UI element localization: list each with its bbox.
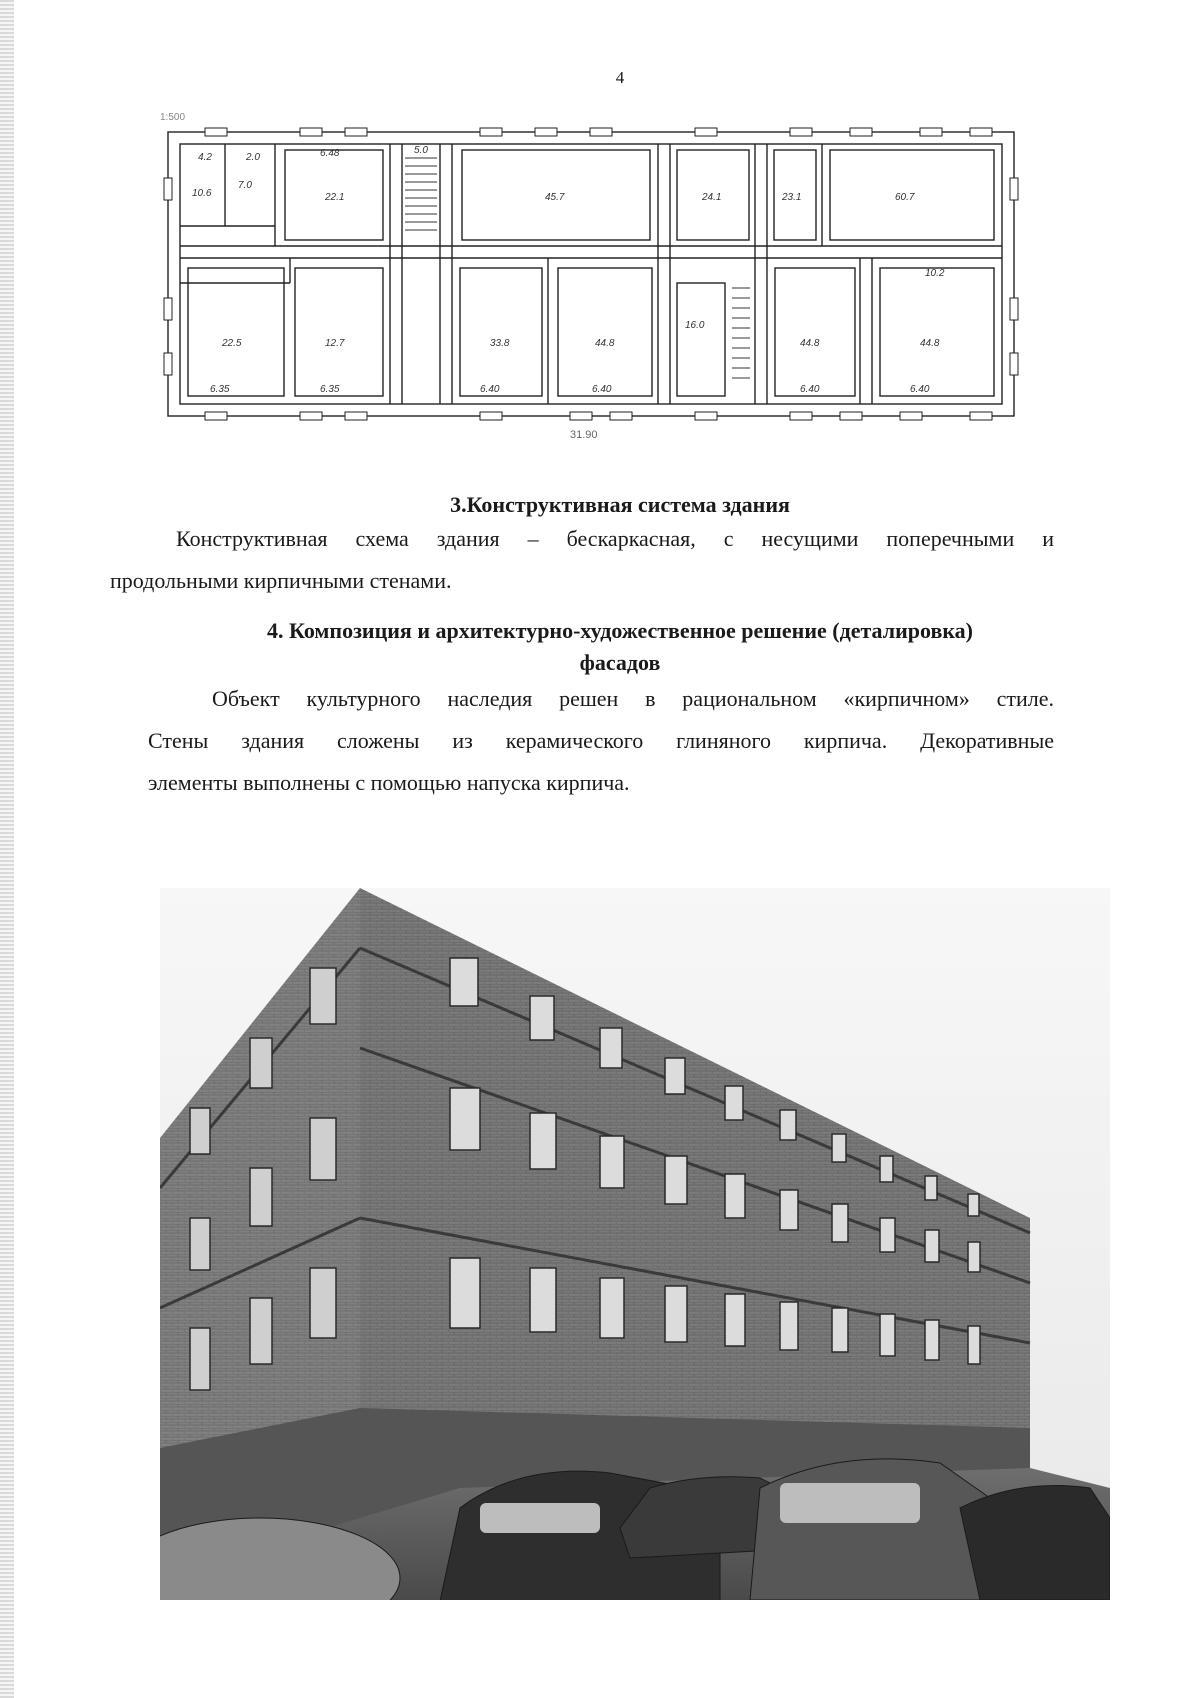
building-facade-photo	[160, 888, 1110, 1600]
floor-plan-drawing	[150, 108, 1100, 476]
room-area: 22.5	[222, 338, 242, 349]
section-4-paragraph-line-1: Объект культурного наследия решен в рациональном «кирпичном» стиле.	[212, 686, 1054, 711]
room-area: 60.7	[895, 192, 915, 203]
section-3-heading: 3.Конструктивная система здания	[450, 492, 790, 517]
room-area: 33.8	[490, 338, 510, 349]
section-3-paragraph-line-1: Конструктивная схема здания – бескаркасная, с несущими поперечными и	[176, 526, 1054, 551]
room-area: 10.6	[192, 188, 212, 199]
plan-scale-label: 1:500	[160, 112, 186, 123]
section-4-heading-line-2: фасадов	[579, 650, 661, 675]
room-area: 24.1	[702, 192, 722, 203]
room-area: 44.8	[595, 338, 615, 349]
plan-total-length: 31.90	[570, 429, 598, 441]
room-area: 4.2	[198, 152, 212, 163]
section-4-paragraph-line-3: элементы выполнены с помощью напуска кирпича.	[148, 770, 630, 795]
room-area: 12.7	[325, 338, 345, 349]
room-dimension: 6.40	[480, 384, 500, 395]
room-area: 23.1	[782, 192, 802, 203]
page-number: 4	[615, 68, 625, 87]
room-area: 16.0	[685, 320, 705, 331]
room-area: 44.8	[800, 338, 820, 349]
section-4-paragraph-line-2: Стены здания сложены из керамического глиняного кирпича. Декоративные	[148, 728, 1054, 753]
room-dimension: 6.35	[210, 384, 230, 395]
scan-left-edge	[0, 0, 14, 1698]
room-area: 44.8	[920, 338, 940, 349]
room-dimension: 6.40	[910, 384, 930, 395]
section-3-paragraph-line-2: продольными кирпичными стенами.	[110, 568, 452, 593]
section-4-heading-line-1: 4. Композиция и архитектурно-художественное решение (деталировка)	[266, 618, 974, 643]
room-area: 7.0	[238, 180, 252, 191]
room-area: 5.0	[414, 145, 428, 156]
room-area: 45.7	[545, 192, 565, 203]
room-area: 2.0	[246, 152, 260, 163]
room-area: 10.2	[925, 268, 945, 279]
room-dimension: 6.48	[320, 148, 340, 159]
room-dimension: 6.35	[320, 384, 340, 395]
room-dimension: 6.40	[592, 384, 612, 395]
room-area: 22.1	[325, 192, 345, 203]
room-dimension: 6.40	[800, 384, 820, 395]
